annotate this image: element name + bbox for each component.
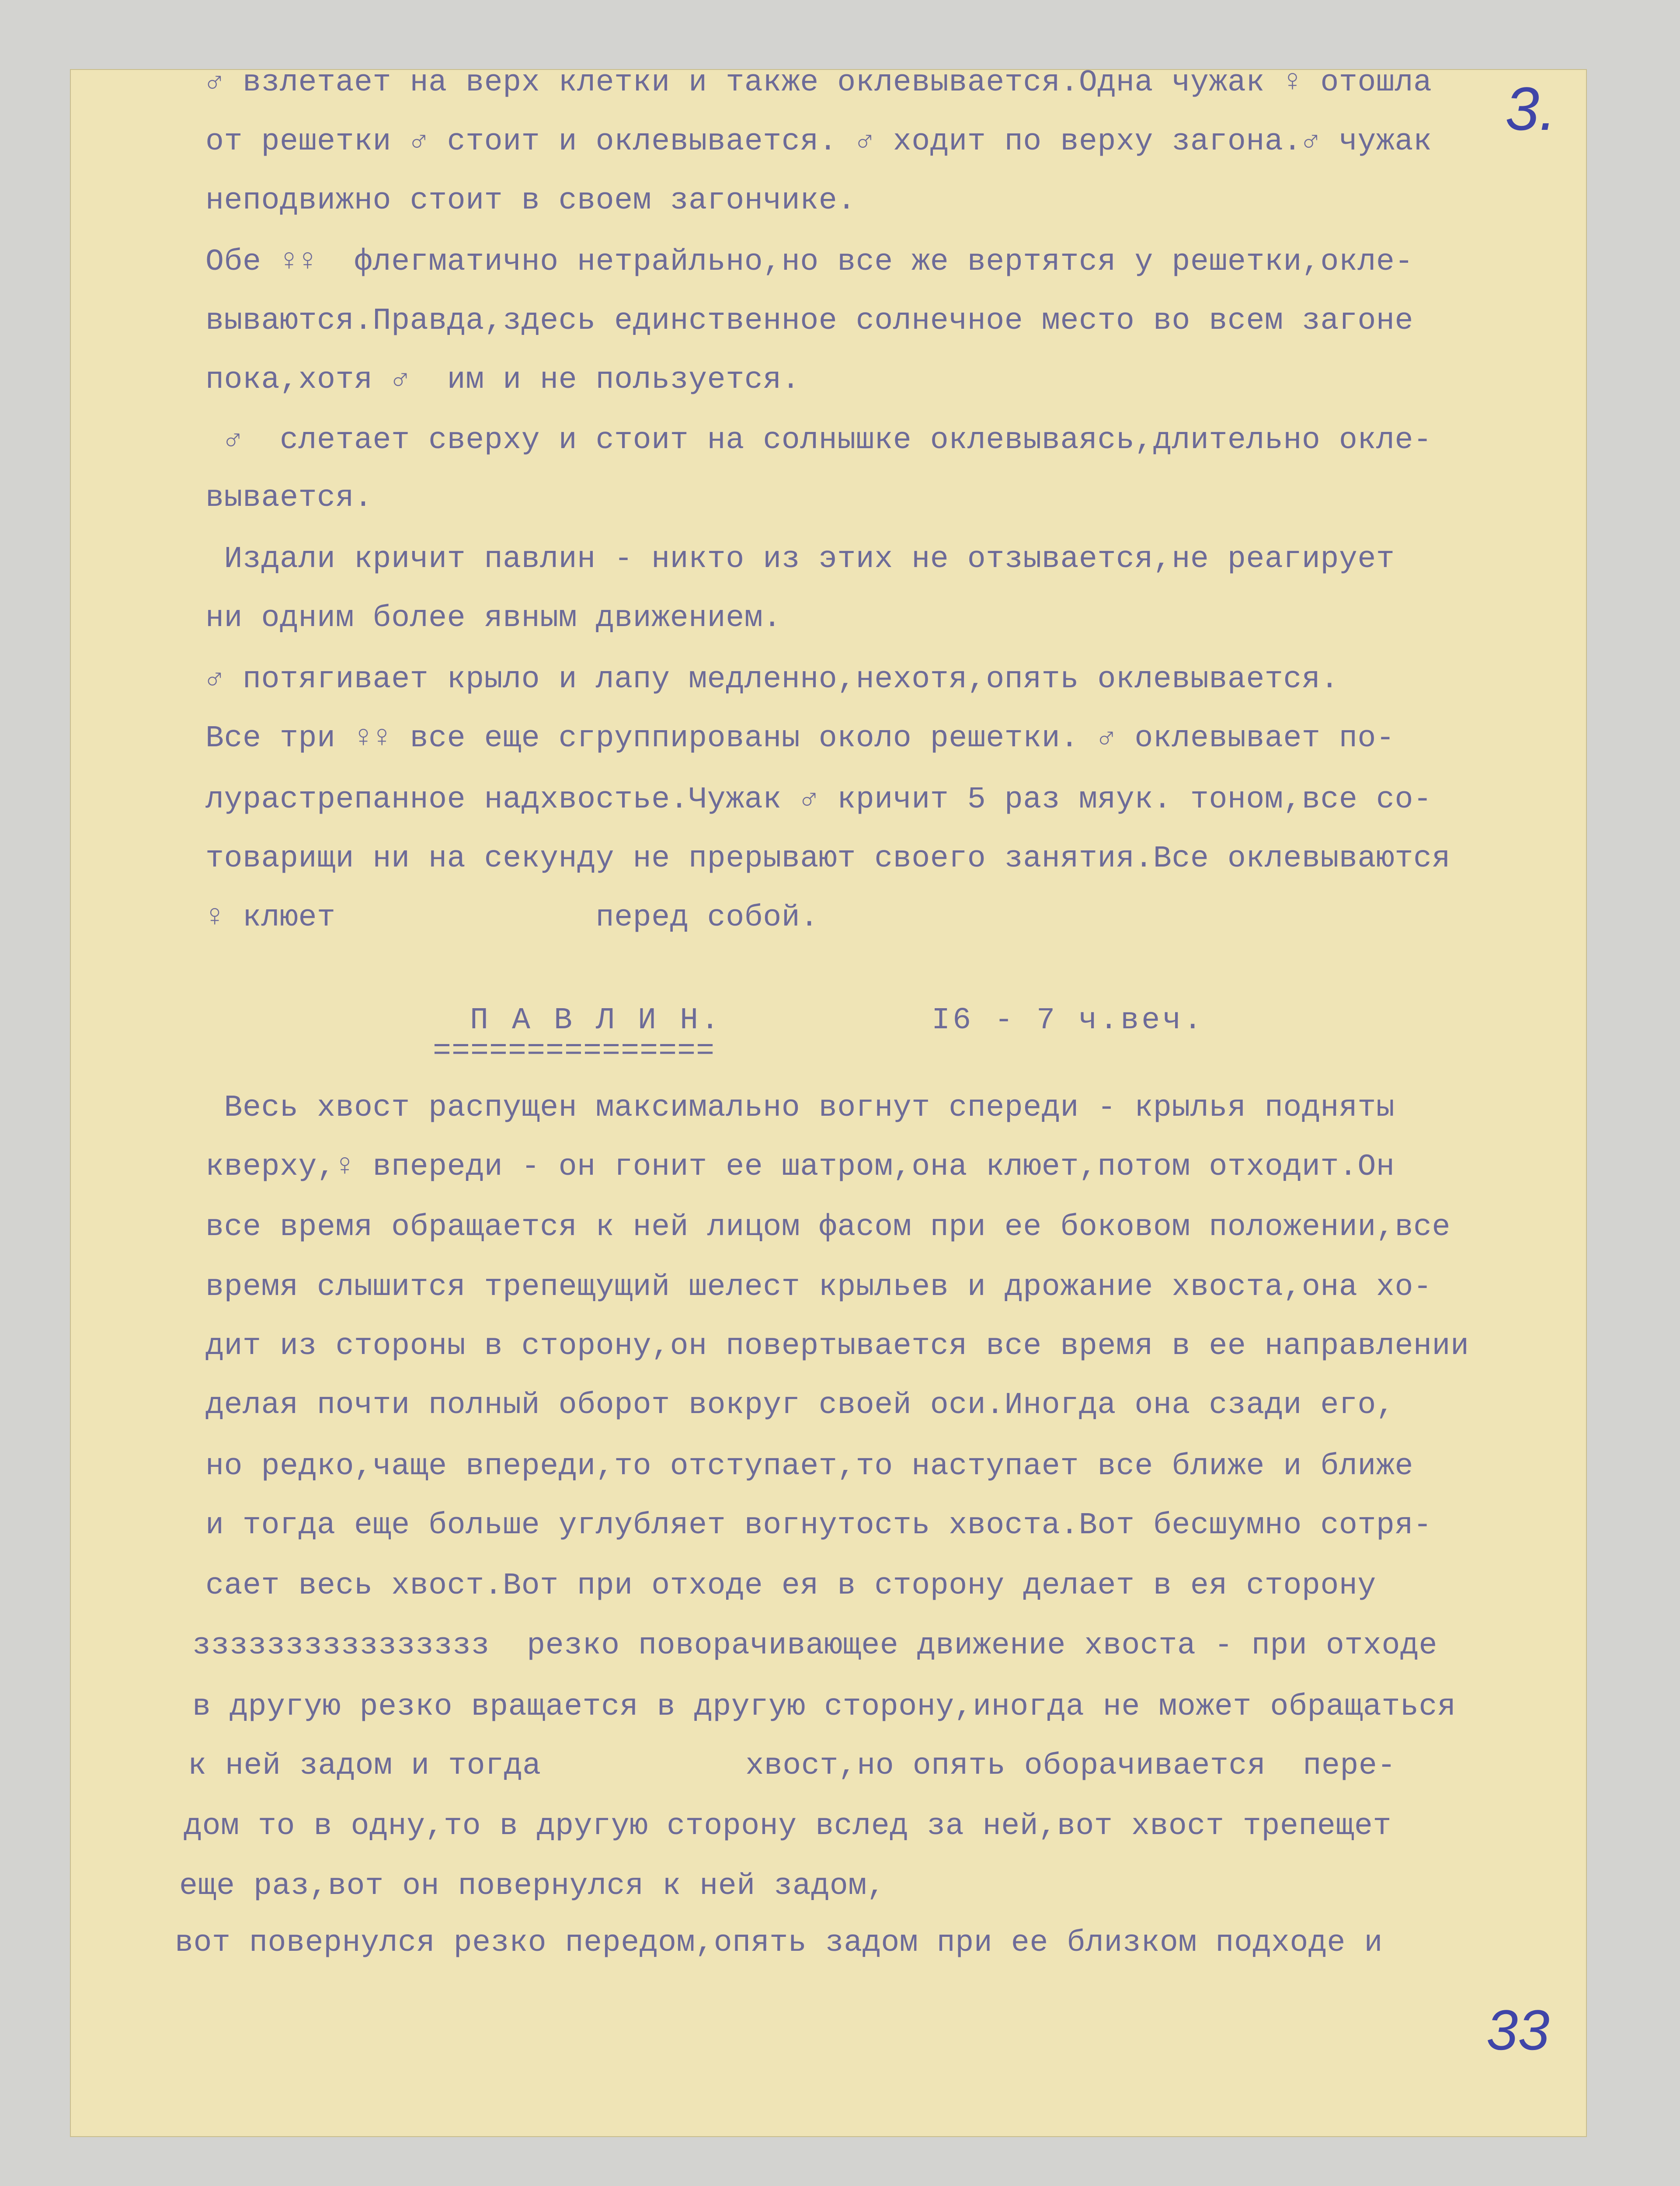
text-line: Все три ♀♀ все еще сгруппированы около решетки. ♂ оклевывает по- [205, 721, 1395, 756]
text-line: кверху,♀ впереди - он гонит ее шатром,она клюет,потом отходит.Он [205, 1150, 1395, 1184]
text-line: сает весь хвост.Вот при отходе ея в сторону делает в ея сторону [205, 1569, 1376, 1603]
text-line: вот повернулся резко передом,опять задом при ее близком подходе и [175, 1926, 1383, 1960]
text-line: от решетки ♂ стоит и оклевывается. ♂ ходит по верху загона.♂ чужак [205, 125, 1432, 159]
text-line: дит из стороны в сторону,он повертывается все время в ее направлении [205, 1329, 1469, 1364]
text-line: неподвижно стоит в своем загончике. [205, 184, 856, 218]
text-line: делая почти полный оборот вокруг своей оси.Иногда она сзади его, [205, 1388, 1395, 1423]
text-line: лурастрепанное надхвостье.Чужак ♂ кричит 5 раз мяук. тоном,все со- [205, 783, 1432, 817]
text-line: вываются.Правда,здесь единственное солнечное место во всем загоне [205, 304, 1413, 338]
text-line: ♀ клюет перед собой. [205, 901, 819, 935]
archive-folio-mark: 33 [1486, 1998, 1550, 2062]
text-line: ни одним более явным движением. [205, 601, 782, 636]
text-line: время слышится трепещущий шелест крыльев и дрожание хвоста,она хо- [205, 1270, 1432, 1305]
text-line: ♂ потягивает крыло и лапу медленно,нехотя,опять оклевывается. [205, 662, 1339, 697]
text-line: еще раз,вот он повернулся к ней задом, [179, 1869, 886, 1904]
page-number: 3. [1505, 74, 1556, 143]
document-page [70, 66, 1587, 2137]
text-line: Издали кричит павлин - никто из этих не отзывается,не реагирует [205, 542, 1395, 577]
typed-text-body [70, 66, 1587, 2137]
text-line: ♂ слетает сверху и стоит на солнышке оклевываясь,длительно окле- [205, 423, 1432, 458]
text-line: Весь хвост распущен максимально вогнут спереди - крылья подняты [205, 1091, 1395, 1125]
text-line: Обе ♀♀ флегматично нетрайльно,но все же вертятся у решетки,окле- [205, 245, 1413, 279]
text-line: ♂ взлетает на верх клетки и также оклевывается.Одна чужак ♀ отошла [205, 66, 1432, 100]
text-line: пока,хотя ♂ им и не пользуется. [205, 363, 800, 397]
text-line: но редко,чаще впереди,то отступает,то наступает все ближе и ближе [205, 1449, 1413, 1484]
section-heading: П А В Л И Н. I6 - 7 ч.веч. [470, 1003, 1205, 1038]
text-line: зззззззззззззззз резко поворачивающее движение хвоста - при отходе [192, 1629, 1437, 1663]
text-line: вывается. [205, 481, 373, 515]
text-line: и тогда еще больше углубляет вогнутость хвоста.Вот бесшумно сотря- [205, 1508, 1432, 1543]
text-line: к ней задом и тогда хвост,но опять оборачивается пере- [188, 1749, 1396, 1783]
text-line: товарищи ни на секунду не прерывают своего занятия.Все оклевываются [205, 842, 1450, 876]
text-line: все время обращается к ней лицом фасом при ее боковом положении,все [205, 1210, 1450, 1245]
heading-underline: =============== [433, 1034, 715, 1069]
text-line: в другую резко вращается в другую сторону,иногда не может обращаться [192, 1690, 1456, 1724]
text-line: дом то в одну,то в другую сторону вслед за ней,вот хвост трепещет [184, 1809, 1391, 1844]
